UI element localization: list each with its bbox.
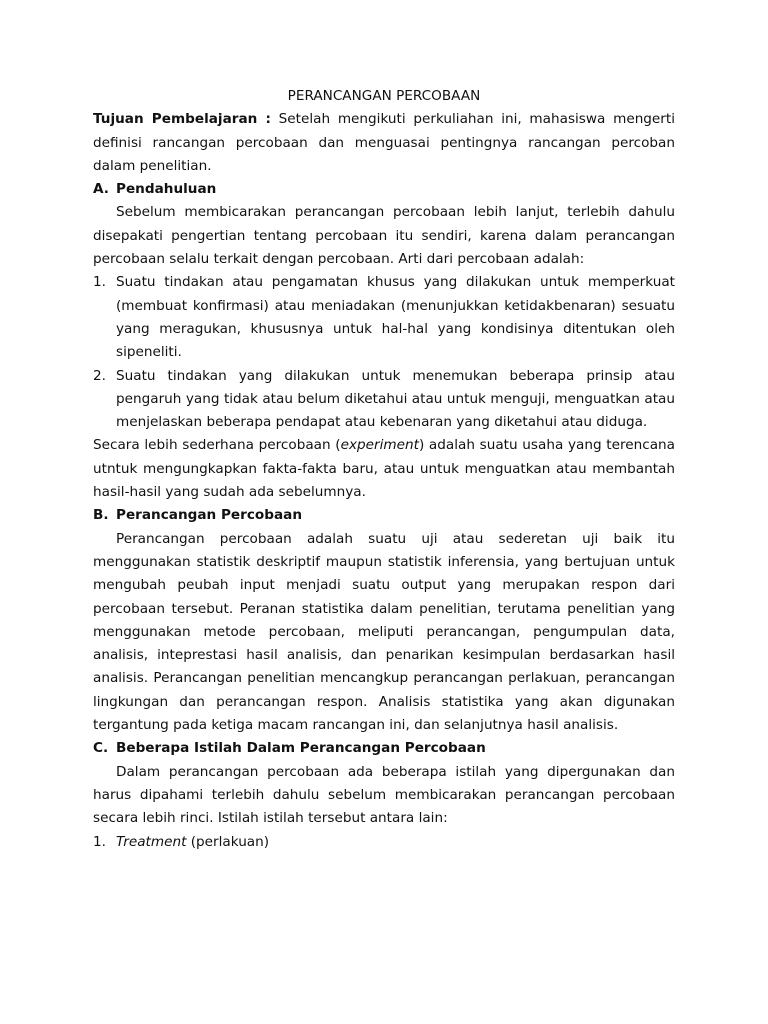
list-item-text (116, 831, 675, 854)
section-c-heading (93, 737, 675, 760)
document-title: PERANCANGAN PERCOBAAN (287, 88, 481, 104)
summary-emphasis: experiment (340, 437, 419, 454)
section-a-title: Pendahuluan (116, 181, 217, 198)
list-item-number: 1. (93, 833, 106, 850)
term-translation: (perlakuan) (186, 833, 270, 850)
section-b-title: Perancangan Percobaan (116, 507, 302, 524)
section-c-paragraph: Dalam perancangan percobaan ada beberapa istilah yang dipergunakan dan harus dipahami terlebih dahulu sebelum membicarakan perancangan percobaan secara lebih rinci. Istilah istilah tersebut antara lain: (93, 763, 675, 827)
section-b-paragraph: Perancangan percobaan adalah suatu uji atau sederetan uji baik itu menggunakan statistik deskriptif maupun statistik inferensia, yang bertujuan untuk mengubah peubah input menjadi suatu output yang merupakan respon dari percobaan tersebut. Peranan statistika dalam penelitian, terutama penelitian yang menggunakan metode percobaan, meliputi perancangan, pengumpulan data, analisis, inteprestasi hasil analisis, dan penarikan kesimpulan berdasarkan hasil analisis. Perancangan penelitian mencangkup perancangan perlakuan, perancangan lingkungan dan perancangan respon. Analisis statistika yang akan digunakan tergantung pada ketiga macam rancangan ini, dan selanjutnya hasil analisis. (93, 530, 675, 734)
document-page (93, 85, 675, 854)
list-item-number: 2. (93, 367, 106, 384)
list-item-text: Suatu tindakan yang dilakukan untuk menemukan beberapa prinsip atau pengaruh yang tidak atau belum diketahui atau untuk menguji, menguatkan atau menjelaskan beberapa pendapat atau kebenaran yang diketahui atau diduga. (116, 367, 675, 431)
term-treatment: Treatment (116, 833, 187, 850)
list-item (93, 831, 675, 854)
section-a-heading (93, 178, 675, 201)
list-item (93, 271, 675, 364)
learning-objective (93, 108, 675, 178)
section-b-letter: B. (93, 507, 109, 524)
section-c-title: Beberapa Istilah Dalam Perancangan Percobaan (116, 740, 486, 757)
learning-objective-text: Setelah mengikuti perkuliahan ini, mahasiswa mengerti definisi rancangan percobaan dan menguasai pentingnya rancangan percoban dalam penelitian. (93, 111, 675, 174)
learning-objective-label: Tujuan Pembelajaran : (93, 111, 271, 128)
section-a-summary (93, 434, 675, 504)
section-a-paragraph: Sebelum membicarakan perancangan percobaan lebih lanjut, terlebih dahulu disepakati pengertian tentang percobaan itu sendiri, karena dalam perancangan percobaan selalu terkait dengan percobaan. Arti dari percobaan adalah: (93, 204, 675, 268)
section-c-letter: C. (93, 740, 109, 757)
list-item (93, 365, 675, 435)
list-item-number: 1. (93, 274, 106, 291)
section-b-heading (93, 504, 675, 527)
list-item-text: Suatu tindakan atau pengamatan khusus yang dilakukan untuk memperkuat (membuat konfirmasi) atau meniadakan (menunjukkan ketidakbenaran) sesuatu yang meragukan, khususnya untuk hal-hal yang kondisinya ditentukan oleh sipeneliti. (116, 274, 675, 361)
summary-text-before: Secara lebih sederhana percobaan ( (93, 437, 341, 454)
summary-text-after: ) adalah suatu usaha yang terencana utntuk mengungkapkan fakta-fakta baru, atau untuk menguatkan atau membantah hasil-hasil yang sudah ada sebelumnya. (93, 437, 675, 501)
section-a-letter: A. (93, 181, 109, 198)
